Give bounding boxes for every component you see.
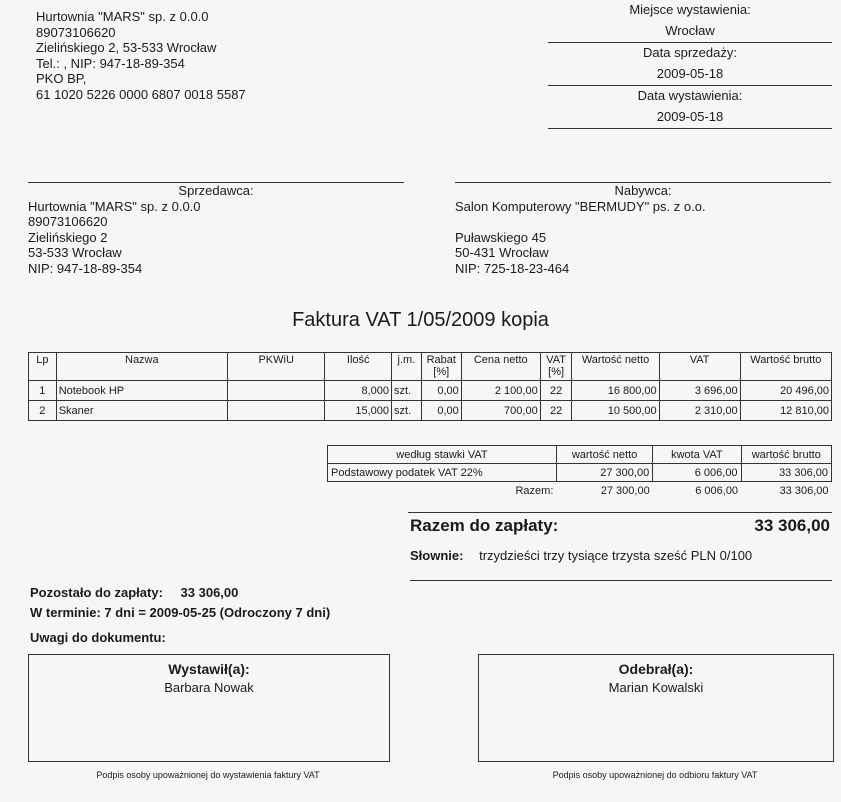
received-by-title: Odebrał(a): [618, 661, 694, 677]
cell-rabat: 0,00 [421, 401, 461, 421]
header-line: 61 1020 5226 0000 6807 0018 5587 [36, 86, 246, 102]
col-net-price: Cena netto [461, 353, 540, 381]
seller-title: Sprzedawca: [178, 183, 254, 198]
words-value: trzydzieści trzy tysiące trzysta sześć PLN 0/100 [479, 548, 753, 563]
buyer-title: Nabywca: [614, 183, 672, 198]
sum-total-label: Razem: [515, 484, 554, 497]
items-table [28, 352, 832, 421]
issued-by-name: Barbara Nowak [164, 680, 254, 695]
remaining-value: 33 306,00 [180, 585, 239, 600]
cell-pkwiu [227, 401, 324, 421]
issued-by-box [28, 654, 390, 762]
buyer-line: Salon Komputerowy "BERMUDY" ps. z o.o. [455, 198, 706, 214]
payment-term: W terminie: 7 dni = 2009-05-25 (Odroczony 7 dni) [30, 605, 331, 620]
cell-net-value: 10 500,00 [572, 401, 659, 421]
cell-pkwiu [227, 381, 324, 401]
seller-line: 53-533 Wrocław [28, 245, 122, 260]
issue-date-value: 2009-05-18 [548, 106, 832, 129]
header-line: Hurtownia "MARS" sp. z 0.0.0 [36, 9, 209, 24]
buyer-line: Puławskiego 45 [455, 229, 547, 245]
vat-summary-table [327, 445, 832, 499]
header-line: Zielińskiego 2, 53-533 Wrocław [36, 40, 217, 55]
col-lp: Lp [29, 353, 57, 381]
amount-due-value: 33 306,00 [754, 516, 830, 535]
cell-unit: szt. [392, 381, 422, 401]
cell-net-price: 700,00 [461, 401, 540, 421]
buyer-block [455, 182, 831, 276]
cell-vat-amount: 2 310,00 [659, 401, 740, 421]
invoice-meta [548, 0, 832, 129]
cell-net-price: 2 100,00 [461, 381, 540, 401]
received-by-box [478, 654, 834, 762]
seller-line: Zielińskiego 2 [28, 229, 108, 245]
cell-vat-rate: 22 [540, 381, 572, 401]
amount-due-label: Razem do zapłaty: [410, 516, 559, 535]
seller-line: NIP: 947-18-89-354 [28, 260, 143, 276]
col-gross: Wartość brutto [740, 353, 831, 381]
buyer-line [455, 214, 831, 230]
issued-by-caption: Podpis osoby upoważnionej do wystawienia faktury VAT [96, 770, 320, 780]
cell-qty: 15,000 [325, 401, 392, 421]
cell-lp: 1 [29, 381, 57, 401]
sum-gross: 33 306,00 [741, 464, 831, 482]
summary-row [328, 464, 832, 482]
col-vat-amount: VAT [659, 353, 740, 381]
cell-qty: 8,000 [325, 381, 392, 401]
table-row [29, 381, 832, 401]
cell-vat-amount: 3 696,00 [659, 381, 740, 401]
buyer-line: 50-431 Wrocław [455, 245, 549, 260]
summary-header-row [328, 446, 832, 464]
items-header-row [29, 353, 832, 381]
issue-date-label: Data wystawienia: [637, 88, 743, 103]
col-name: Nazwa [56, 353, 227, 381]
amount-due-line [408, 512, 832, 539]
sum-col-gross: wartość brutto [741, 446, 831, 464]
cell-name: Notebook HP [56, 381, 227, 401]
buyer-line: NIP: 725-18-23-464 [455, 260, 570, 276]
col-rabat: Rabat [%] [421, 353, 461, 381]
place-label: Miejsce wystawienia: [629, 2, 751, 17]
sum-col-vat: kwota VAT [653, 446, 741, 464]
cell-name: Skaner [56, 401, 227, 421]
table-row [29, 401, 832, 421]
col-qty: Ilość [325, 353, 392, 381]
amount-in-words [410, 548, 832, 581]
sum-col-rate: według stawki VAT [328, 446, 557, 464]
col-vat-rate: VAT [%] [540, 353, 572, 381]
sale-date-value: 2009-05-18 [548, 63, 832, 86]
col-net-value: Wartość netto [572, 353, 659, 381]
seller-block [28, 182, 404, 276]
sum-total-gross: 33 306,00 [779, 484, 829, 497]
cell-gross: 20 496,00 [740, 381, 831, 401]
issued-by-title: Wystawił(a): [168, 661, 250, 677]
notes-label: Uwagi do dokumentu: [30, 630, 166, 645]
header-line: Tel.: , NIP: 947-18-89-354 [36, 55, 185, 71]
cell-vat-rate: 22 [540, 401, 572, 421]
sum-col-net: wartość netto [556, 446, 652, 464]
cell-gross: 12 810,00 [740, 401, 831, 421]
sum-net: 27 300,00 [556, 464, 652, 482]
sum-total-net: 27 300,00 [600, 484, 650, 497]
sum-total-vat: 6 006,00 [695, 484, 739, 497]
words-label: Słownie: [410, 548, 464, 563]
remaining-line [30, 585, 238, 600]
seller-header [36, 9, 246, 102]
received-by-caption: Podpis osoby upoważnionej do odbioru faktury VAT [552, 770, 758, 780]
col-pkwiu: PKWiU [227, 353, 324, 381]
cell-lp: 2 [29, 401, 57, 421]
remaining-label: Pozostało do zapłaty: [30, 585, 163, 600]
seller-line: Hurtownia "MARS" sp. z 0.0.0 [28, 198, 201, 214]
sum-rate: Podstawowy podatek VAT 22% [328, 464, 557, 482]
cell-net-value: 16 800,00 [572, 381, 659, 401]
received-by-name: Marian Kowalski [608, 680, 704, 695]
place-value: Wrocław [548, 20, 832, 43]
sale-date-label: Data sprzedaży: [643, 45, 737, 60]
document-title: Faktura VAT 1/05/2009 kopia [292, 309, 549, 331]
header-line: 89073106620 [36, 24, 116, 40]
sum-vat: 6 006,00 [653, 464, 741, 482]
header-line: PKO BP, [36, 71, 87, 86]
cell-rabat: 0,00 [421, 381, 461, 401]
cell-unit: szt. [392, 401, 422, 421]
col-unit: j.m. [392, 353, 422, 381]
seller-line: 89073106620 [28, 214, 108, 229]
summary-total-row [328, 482, 832, 500]
